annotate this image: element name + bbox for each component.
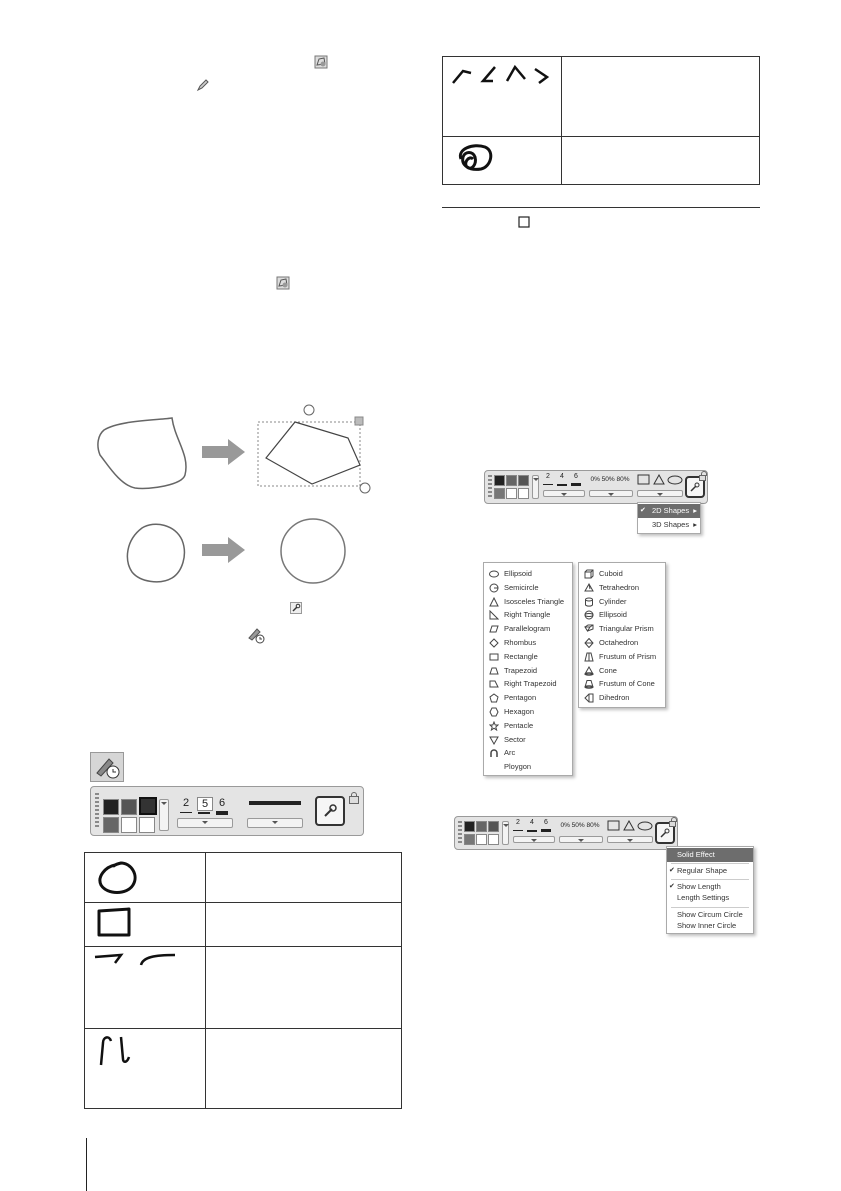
ellipse-icon	[489, 569, 499, 579]
width-line	[557, 484, 567, 486]
arc-icon	[489, 748, 499, 758]
width-line	[216, 811, 228, 815]
resize-handle	[360, 483, 370, 493]
shape-menu-label: Hexagon	[504, 707, 535, 716]
menu-item-regular-shape[interactable]	[667, 864, 753, 878]
shape-menu-item[interactable]	[484, 705, 572, 719]
tetrahedron-icon	[584, 583, 594, 593]
width-option[interactable]: 2	[182, 797, 190, 809]
color-dropdown[interactable]	[502, 821, 509, 845]
check-icon: ✔	[640, 507, 646, 514]
triangular-prism-icon	[584, 624, 594, 634]
check-icon: ✔	[669, 867, 675, 874]
wrench-icon	[290, 602, 302, 614]
shape-menu-item[interactable]	[579, 677, 665, 691]
menu-item-solid-effect[interactable]	[667, 848, 753, 862]
wrench-icon	[317, 798, 343, 824]
line-style-dropdown[interactable]	[247, 818, 303, 828]
color-swatch[interactable]	[506, 488, 517, 499]
shape-menu-label: Ploygon	[504, 762, 532, 772]
recognized-circle	[281, 519, 345, 583]
rotate-handle	[304, 405, 314, 415]
pen-settings-icon	[247, 626, 265, 644]
shapes-toolbar	[454, 816, 678, 850]
shape-menu-label: Ellipsoid	[504, 569, 532, 578]
sector-icon	[489, 735, 499, 745]
trapezoid-icon	[489, 666, 499, 676]
shape-menu-item[interactable]	[484, 733, 572, 747]
color-dropdown[interactable]	[159, 799, 169, 831]
shape-menu-label: Pentacle	[504, 720, 534, 730]
color-swatch[interactable]	[506, 475, 517, 486]
color-swatch-selected[interactable]	[139, 797, 157, 815]
pen-icon	[196, 78, 210, 92]
width-option[interactable]: 2	[546, 473, 550, 480]
shape-menu-item[interactable]	[484, 595, 572, 609]
shape-menu-item[interactable]	[484, 636, 572, 650]
gesture-cell	[85, 1029, 206, 1109]
menu-item-label: Regular Shape	[677, 866, 728, 875]
right-trapezoid-icon	[489, 679, 499, 689]
transparency-dropdown[interactable]	[589, 490, 633, 497]
color-swatch[interactable]	[494, 475, 505, 486]
ellipsoid-3d-icon	[584, 610, 594, 620]
shape-menu-item[interactable]	[484, 691, 572, 705]
width-option[interactable]: 4	[560, 473, 564, 480]
transparency-options[interactable]: 0% 50% 80%	[560, 822, 600, 829]
table-row	[85, 947, 402, 1029]
shape-menu-label: Right Triangle	[504, 610, 551, 620]
shape-picker-icons[interactable]	[637, 474, 683, 486]
shapes-3d-menu	[578, 562, 666, 708]
right-triangle-icon	[489, 610, 499, 620]
shape-dropdown[interactable]	[637, 490, 683, 497]
color-swatch[interactable]	[464, 821, 475, 832]
menu-item-label: Show Length	[677, 882, 721, 891]
shape-menu-label: Triangular Prism	[599, 624, 654, 634]
width-option[interactable]: 6	[544, 819, 548, 826]
color-swatch[interactable]	[488, 821, 499, 832]
parallelogram-icon	[489, 624, 499, 634]
cuboid-icon	[584, 569, 594, 579]
gesture-description	[562, 137, 760, 185]
table-row	[443, 137, 760, 185]
table-row	[85, 853, 402, 903]
color-swatch[interactable]	[103, 817, 119, 833]
square-gesture-icon	[85, 903, 205, 941]
color-swatch[interactable]	[488, 834, 499, 845]
width-line	[571, 483, 581, 486]
pen-toolbar	[90, 786, 364, 836]
lock-icon[interactable]	[699, 475, 706, 481]
color-swatch[interactable]	[464, 834, 475, 845]
settings-menu	[666, 846, 754, 934]
color-swatch[interactable]	[518, 488, 529, 499]
caret-stroke-gesture-icon	[443, 57, 561, 93]
menu-item-length-settings[interactable]	[667, 891, 753, 905]
shape-menu-label: Frustum of Prism	[599, 651, 657, 661]
submenu-arrow-icon: ▸	[693, 520, 697, 529]
toolbar-grip[interactable]	[488, 475, 492, 499]
rectangle-icon	[489, 652, 499, 662]
line-style-preview	[249, 801, 301, 805]
width-option-selected[interactable]: 5	[197, 797, 213, 811]
shape-menu-item[interactable]	[484, 746, 572, 760]
check-icon: ✔	[669, 883, 675, 890]
freehand-polygon	[98, 418, 186, 488]
menu-item-show-inner-circle[interactable]	[667, 919, 753, 933]
menu-item-label: 3D Shapes	[652, 520, 690, 529]
menu-item-label: Solid Effect	[677, 850, 715, 859]
pen-settings-icon	[91, 753, 123, 781]
shape-menu-item[interactable]	[484, 650, 572, 664]
shape-menu-label: Cylinder	[599, 596, 627, 606]
horizontal-stroke-gesture-icon	[85, 947, 205, 977]
pen-settings-button[interactable]	[90, 752, 124, 782]
shape-menu-label: Arc	[504, 748, 516, 758]
shape-dropdown[interactable]	[607, 836, 653, 843]
lock-icon[interactable]	[669, 821, 676, 827]
shape-menu-label: Pentagon	[504, 693, 537, 703]
toolbar-grip[interactable]	[458, 821, 462, 845]
octahedron-icon	[584, 638, 594, 648]
gesture-table-right	[442, 56, 760, 185]
transparency-options[interactable]: 0% 50% 80%	[590, 476, 630, 483]
cone-icon	[584, 666, 594, 676]
gesture-cell	[85, 853, 206, 903]
shape-menu-label: Rhombus	[504, 638, 537, 647]
selection-box	[258, 422, 360, 486]
gesture-cell	[443, 57, 562, 137]
cylinder-icon	[584, 597, 594, 607]
shape-menu-label: Frustum of Cone	[599, 679, 655, 689]
width-dropdown[interactable]	[543, 490, 585, 497]
table-row	[85, 1029, 402, 1109]
shape-type-menu	[637, 502, 701, 534]
menu-item-label: 2D Shapes	[652, 506, 690, 515]
rhombus-icon	[489, 638, 499, 648]
color-swatch[interactable]	[476, 821, 487, 832]
hexagon-icon	[489, 707, 499, 717]
star-icon	[489, 721, 499, 731]
color-swatch[interactable]	[139, 817, 155, 833]
color-swatch[interactable]	[476, 834, 487, 845]
shape-menu-item[interactable]	[484, 622, 572, 636]
vertical-stroke-gesture-icon	[85, 1029, 205, 1073]
shape-menu-item[interactable]	[484, 664, 572, 678]
shape-menu-label: Isosceles Triangle	[504, 596, 565, 606]
shape-menu-label: Semicircle	[504, 582, 539, 592]
arrow-right	[202, 537, 245, 563]
shapes-toolbar	[484, 470, 708, 504]
gesture-description	[562, 57, 760, 137]
shape-menu-item[interactable]	[579, 636, 665, 650]
shape-menu-item[interactable]	[579, 608, 665, 622]
shape-menu-item[interactable]	[579, 581, 665, 595]
shape-menu-label: Right Trapezoid	[504, 679, 557, 689]
width-line	[541, 829, 551, 832]
shape-menu-item[interactable]	[484, 719, 572, 733]
menu-item-label: Show Circum Circle	[677, 910, 743, 919]
menu-handle	[355, 417, 363, 425]
shape-menu-item[interactable]	[484, 677, 572, 691]
gesture-description	[206, 1029, 402, 1109]
menu-item-label: Length Settings	[677, 893, 730, 902]
width-line	[198, 812, 210, 814]
submenu-arrow-icon: ▸	[693, 506, 697, 515]
gesture-cell	[85, 947, 206, 1029]
gesture-cell	[85, 903, 206, 947]
color-swatch[interactable]	[518, 475, 529, 486]
pentagon-icon	[489, 693, 499, 703]
shape-menu-label: Octahedron	[599, 638, 639, 647]
shape-menu-item[interactable]	[484, 581, 572, 595]
section-rule	[442, 207, 760, 208]
transparency-dropdown[interactable]	[559, 836, 603, 843]
shape-menu-label: Tetrahedron	[599, 582, 640, 592]
circle-gesture-icon	[85, 853, 205, 897]
shapes-2d-menu	[483, 562, 573, 776]
shape-menu-item[interactable]	[579, 664, 665, 678]
color-swatch[interactable]	[103, 799, 119, 815]
menu-item-2d-shapes[interactable]	[638, 504, 700, 518]
gesture-table-left	[84, 852, 402, 1109]
gesture-description	[206, 853, 402, 903]
settings-button[interactable]	[315, 796, 345, 826]
menu-item-3d-shapes[interactable]	[638, 518, 700, 532]
color-swatch[interactable]	[494, 488, 505, 499]
shape-menu-label: Trapezoid	[504, 665, 538, 675]
gesture-cell	[443, 137, 562, 185]
gesture-description	[206, 947, 402, 1029]
shape-menu-label: Rectangle	[504, 651, 538, 661]
shape-menu-label: Parallelogram	[504, 624, 551, 634]
width-line	[543, 484, 553, 485]
shape-menu-item[interactable]	[579, 595, 665, 609]
width-option[interactable]: 2	[516, 819, 520, 826]
shape-menu-item[interactable]	[579, 567, 665, 581]
frustum-prism-icon	[584, 652, 594, 662]
width-dropdown[interactable]	[513, 836, 555, 843]
width-option[interactable]: 6	[574, 473, 578, 480]
shape-recognition-icon	[314, 55, 328, 69]
shape-menu-item[interactable]	[484, 760, 572, 774]
shape-menu-item[interactable]	[484, 608, 572, 622]
semicircle-icon	[489, 583, 499, 593]
shape-picker-icons[interactable]	[607, 820, 653, 832]
color-swatch[interactable]	[121, 799, 137, 815]
width-line	[513, 830, 523, 831]
shape-menu-label: Cone	[599, 665, 617, 675]
width-option[interactable]: 6	[218, 797, 226, 809]
toolbar-grip[interactable]	[95, 793, 99, 829]
isosceles-triangle-icon	[489, 597, 499, 607]
width-option[interactable]: 4	[530, 819, 534, 826]
arrow-right	[202, 439, 245, 465]
frustum-cone-icon	[584, 679, 594, 689]
scribble-gesture-icon	[443, 137, 561, 179]
shape-recognition-icon	[276, 276, 290, 290]
table-row	[85, 903, 402, 947]
shape-recognition-illustration	[90, 400, 380, 600]
shape-menu-label: Sector	[504, 734, 526, 744]
width-line	[527, 830, 537, 832]
shape-menu-item[interactable]	[484, 567, 572, 581]
lock-icon[interactable]	[349, 796, 359, 804]
page-margin-rule	[86, 1138, 87, 1191]
rectangle-icon	[518, 216, 530, 228]
shape-menu-label: Ellipsoid	[599, 610, 627, 620]
color-swatch[interactable]	[121, 817, 137, 833]
width-line	[180, 812, 192, 813]
shape-menu-label: Dihedron	[599, 693, 630, 703]
recognized-polygon	[266, 422, 360, 484]
freehand-circle	[127, 524, 184, 582]
color-dropdown[interactable]	[532, 475, 539, 499]
width-dropdown[interactable]	[177, 818, 233, 828]
shape-menu-label: Cuboid	[599, 569, 623, 578]
table-row	[443, 57, 760, 137]
dihedron-icon	[584, 693, 594, 703]
gesture-description	[206, 903, 402, 947]
shape-menu-item[interactable]	[579, 622, 665, 636]
menu-item-label: Show Inner Circle	[677, 921, 737, 930]
shape-menu-item[interactable]	[579, 691, 665, 705]
shape-menu-item[interactable]	[579, 650, 665, 664]
